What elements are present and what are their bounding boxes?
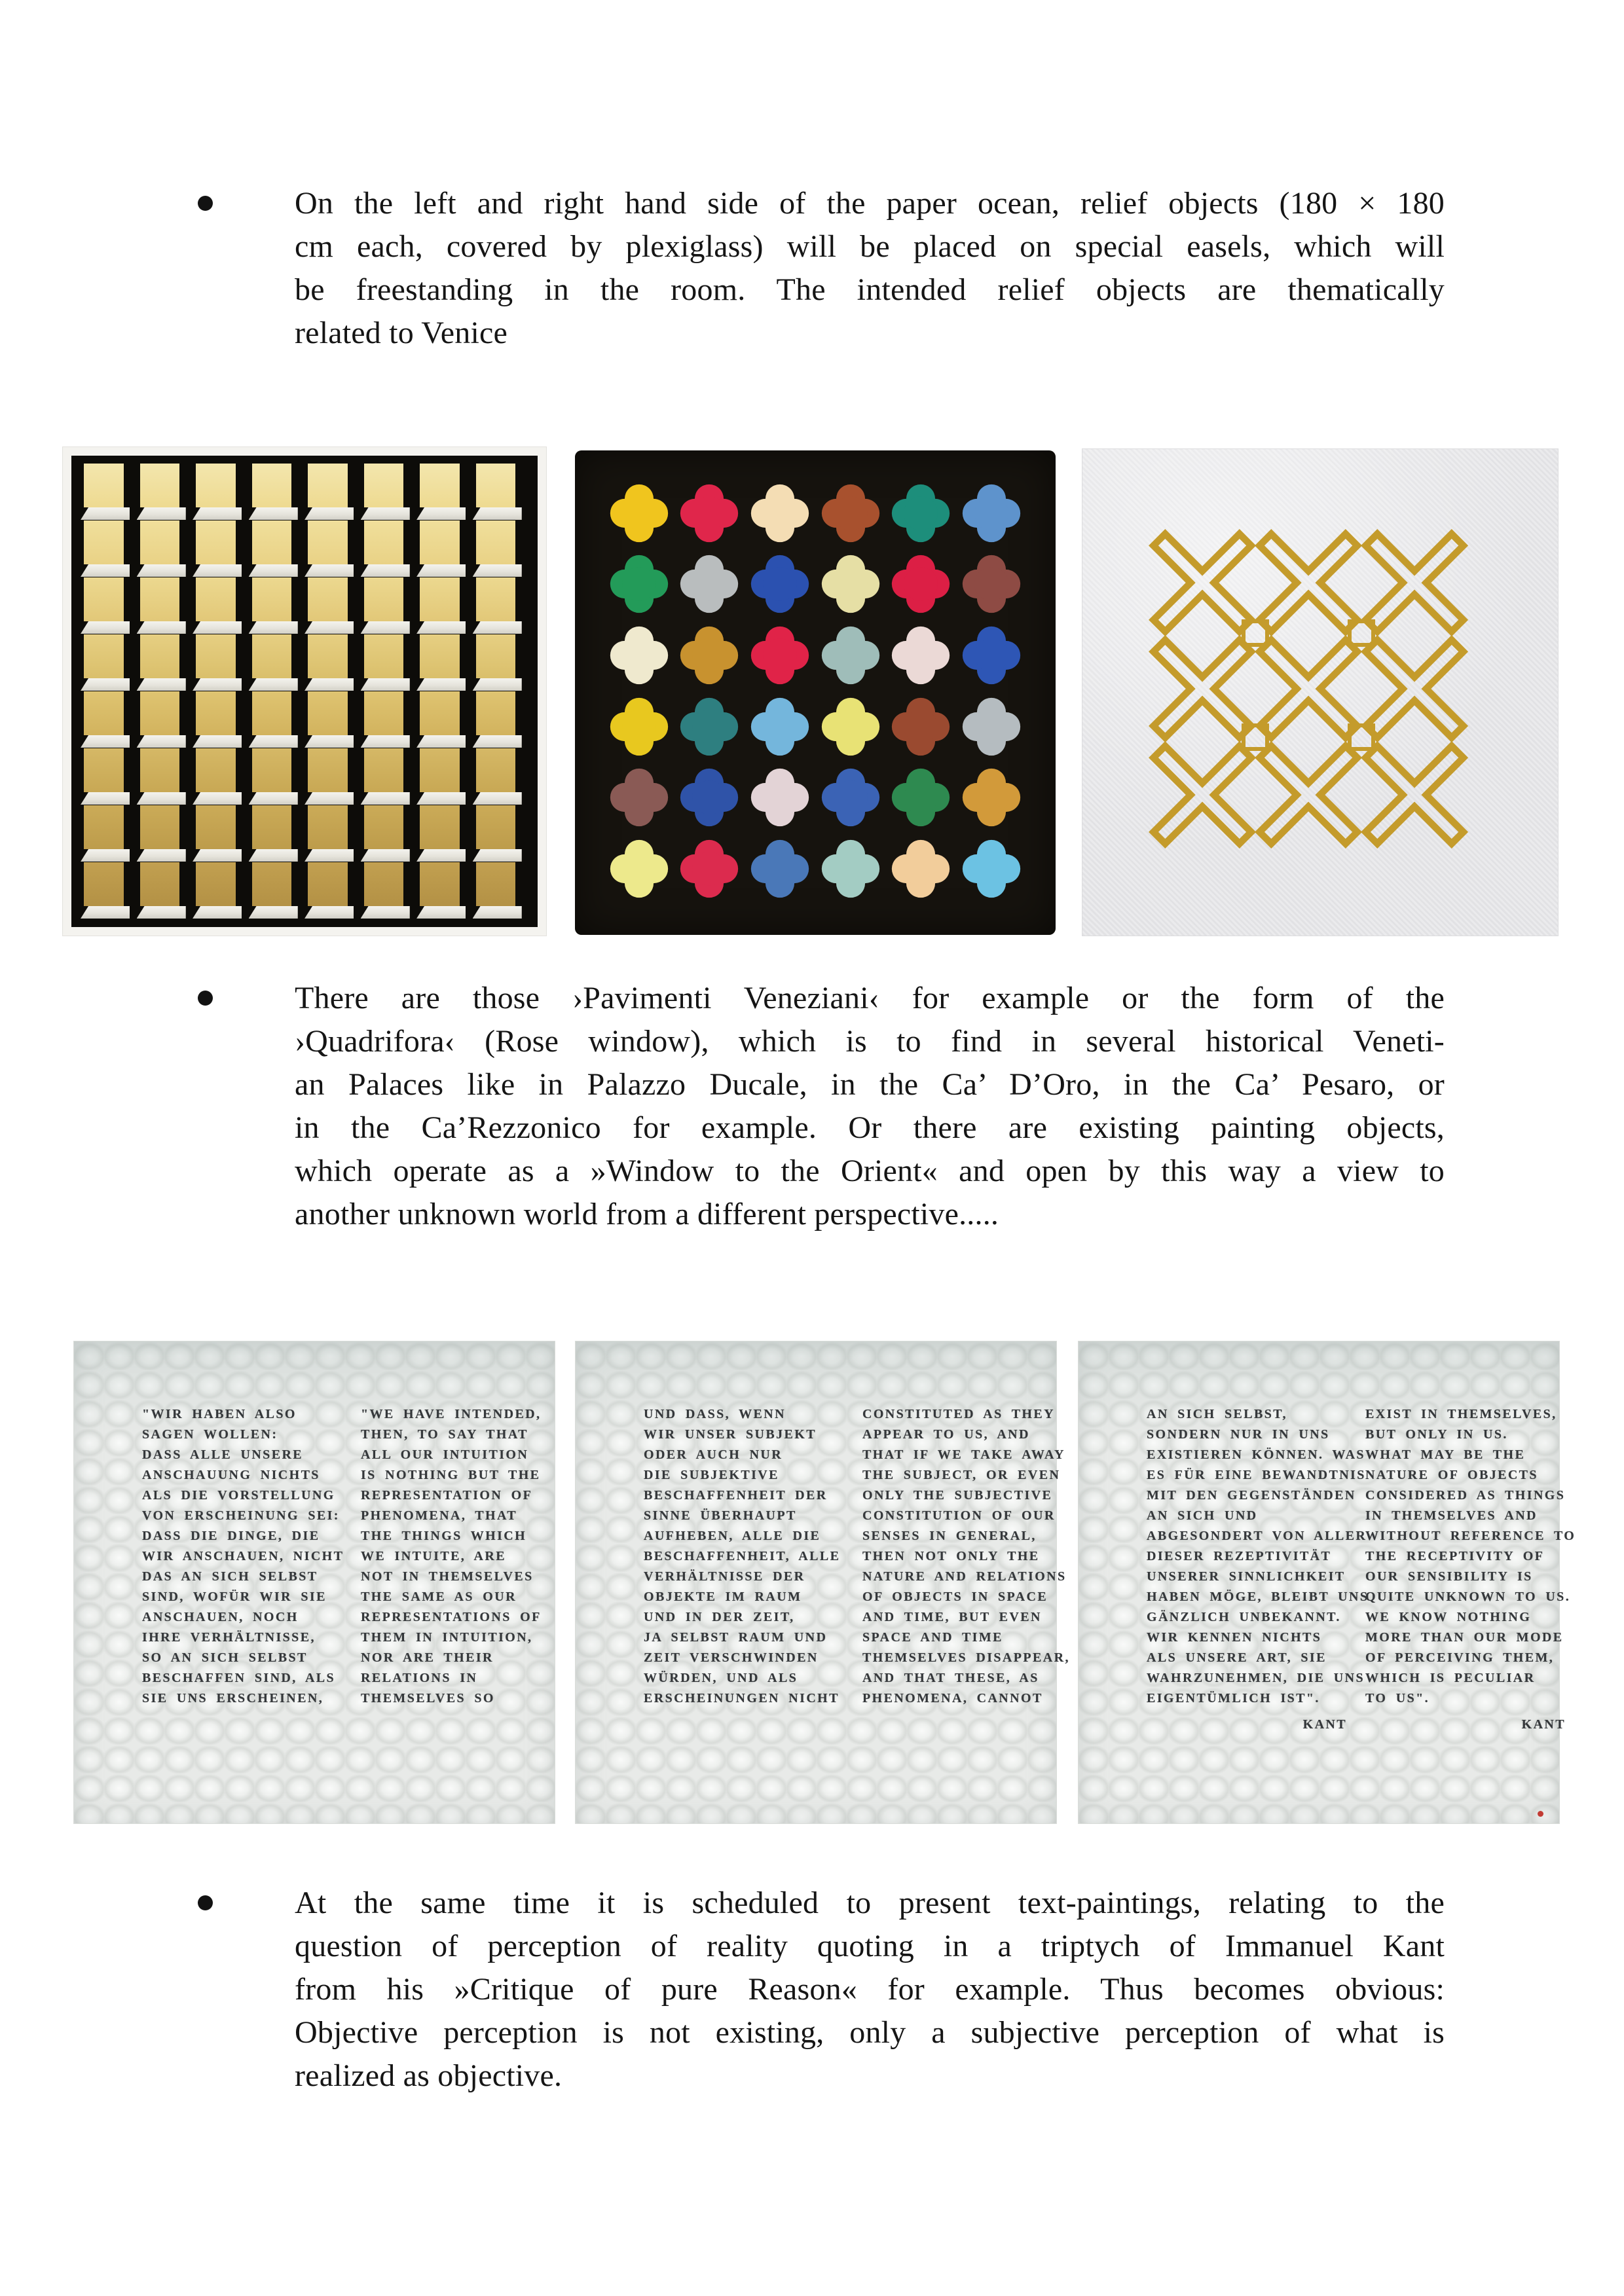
gold-cell [137, 520, 193, 577]
paragraph-text [295, 1882, 1445, 2098]
gold-cell [416, 464, 473, 520]
gold-cell [361, 577, 417, 634]
gold-cell [81, 520, 137, 577]
quatrefoil-shape [678, 553, 741, 619]
stencil-text-line: BESCHAFFENHEIT, ALLE [644, 1549, 841, 1563]
body-line: from his »Critique of pure Reason« for example. Thus becomes obvious: [295, 1972, 1445, 2007]
stencil-text-line: ANSCHAUEN, NOCH [142, 1610, 299, 1624]
kant-signature: KANT [1302, 1717, 1347, 1732]
stencil-text-line: "WIR HABEN ALSO [142, 1407, 297, 1421]
triptych-text-column [361, 1404, 570, 1709]
gold-cell [137, 862, 193, 919]
gold-cell [416, 691, 473, 748]
stencil-text-line: TO US". [1365, 1691, 1430, 1705]
body-line: in the Ca’Rezzonico for example. Or there are existing painting objects, [295, 1110, 1445, 1145]
gold-cell [473, 464, 529, 520]
stencil-text-line: MIT DEN GEGENSTÄNDEN [1147, 1488, 1356, 1503]
stencil-text-line: HABEN MÖGE, BLEIBT UNS [1147, 1590, 1369, 1604]
gold-cell [193, 520, 249, 577]
quatrefoil-shape [608, 695, 671, 761]
quatrefoil-shape [608, 624, 671, 690]
stencil-text-line: APPEAR TO US, AND [862, 1427, 1030, 1442]
gold-cell [473, 748, 529, 805]
gold-cell [416, 748, 473, 805]
gold-square-connector [1242, 723, 1269, 751]
gold-cell [473, 577, 529, 634]
red-dot-mark [1538, 1811, 1543, 1817]
stencil-text-line: THEMSELVES SO [361, 1691, 495, 1705]
stencil-text-line: IS NOTHING BUT THE [361, 1468, 541, 1482]
stencil-text-line: CONSIDERED AS THINGS [1365, 1488, 1566, 1503]
gold-x-shape [1255, 636, 1361, 742]
triptych-text-column [862, 1404, 1072, 1709]
gold-grid [71, 456, 538, 927]
gold-x-shape [1361, 530, 1467, 636]
triptych-panel-3 [1078, 1341, 1576, 1824]
gold-x-shape [1149, 636, 1255, 742]
gold-cell [416, 862, 473, 919]
gold-cell [249, 691, 305, 748]
triptych-panel-1 [73, 1341, 555, 1824]
body-line: On the left and right hand side of the paper ocean, relief objects (180 × 180 [295, 186, 1445, 221]
body-line: an Palaces like in Palazzo Ducale, in the Ca’ D’Oro, in the Ca’ Pesaro, or [295, 1067, 1445, 1102]
stencil-text-line: UNSERER SINNLICHKEIT [1147, 1569, 1346, 1584]
stencil-text-line: THEN, TO SAY THAT [361, 1427, 528, 1442]
gold-cell [304, 520, 361, 577]
quatrefoil-shape [748, 837, 811, 903]
stencil-text-line: WIR ANSCHAUEN, NICHT [142, 1549, 344, 1563]
stencil-text-line: AND TIME, BUT EVEN [862, 1610, 1042, 1624]
stencil-text-line: CONSTITUTION OF OUR [862, 1508, 1056, 1523]
stencil-text-line: OBJEKTE IM RAUM [644, 1590, 802, 1604]
gold-cell [361, 691, 417, 748]
triptych-text-column [1147, 1404, 1369, 1735]
body-line: related to Venice [295, 316, 508, 350]
stencil-text-line: VON ERSCHEINUNG SEI: [142, 1508, 340, 1523]
stencil-text-line: SENSES IN GENERAL, [862, 1529, 1037, 1543]
gold-cell [473, 862, 529, 919]
quatrefoil-shape [678, 624, 741, 690]
stencil-text-line: WÜRDEN, UND ALS [644, 1671, 798, 1685]
stencil-text-line: THEN NOT ONLY THE [862, 1549, 1040, 1563]
gold-cell [81, 805, 137, 862]
gold-cell [473, 691, 529, 748]
stencil-text-line: THEM IN INTUITION, [361, 1630, 533, 1645]
stencil-text-line: QUITE UNKNOWN TO US. [1365, 1590, 1571, 1604]
stencil-text-line: DAS AN SICH SELBST [142, 1569, 318, 1584]
body-line: cm each, covered by plexiglass) will be placed on special easels, which will [295, 229, 1445, 264]
quatrefoil-shape [678, 482, 741, 548]
quatrefoil-shape [889, 482, 952, 548]
stencil-text-line: NOR ARE THEIR [361, 1650, 494, 1665]
stencil-text-line: EXIST IN THEMSELVES, [1365, 1407, 1557, 1421]
stencil-text-line: ALL OUR INTUITION [361, 1448, 529, 1462]
stencil-text-line: AN SICH SELBST, [1147, 1407, 1287, 1421]
gold-cell [416, 520, 473, 577]
quatrefoil-shape [748, 553, 811, 619]
stencil-text-line: WITHOUT REFERENCE TO [1365, 1529, 1576, 1543]
gold-cell [81, 464, 137, 520]
triptych-text-column [142, 1404, 352, 1709]
stencil-text-line: ERSCHEINUNGEN NICHT [644, 1691, 840, 1705]
stencil-text-line: SO AN SICH SELBST [142, 1650, 308, 1665]
quatrefoil-shape [960, 482, 1023, 548]
stencil-text-line: ANSCHAUUNG NICHTS [142, 1468, 320, 1482]
gold-cell [193, 464, 249, 520]
gold-cell [249, 805, 305, 862]
stencil-text-line: BESCHAFFENHEIT DER [644, 1488, 828, 1503]
stencil-text-line: BESCHAFFEN SIND, ALS [142, 1671, 336, 1685]
stencil-text-line: UND DASS, WENN [644, 1407, 786, 1421]
stencil-text-line: SIE UNS ERSCHEINEN, [142, 1691, 324, 1705]
x-pattern-grid [1149, 530, 1467, 841]
gold-cell [361, 862, 417, 919]
stencil-text-line: DIESER REZEPTIVITÄT [1147, 1549, 1332, 1563]
gold-cell [249, 577, 305, 634]
quatrefoil-shape [748, 766, 811, 832]
stencil-text-line: WIR UNSER SUBJEKT [644, 1427, 817, 1442]
stencil-text-line: PHENOMENA, CANNOT [862, 1691, 1043, 1705]
quatrefoil-shape [819, 695, 882, 761]
gold-cell [304, 805, 361, 862]
stencil-text-line: EIGENTÜMLICH IST". [1147, 1691, 1320, 1705]
stencil-text-line: DASS ALLE UNSERE [142, 1448, 304, 1462]
gold-cell [416, 577, 473, 634]
quatrefoil-shape [889, 837, 952, 903]
gold-cell [249, 520, 305, 577]
gold-square-connector [1348, 723, 1375, 751]
bullet-icon [198, 1895, 213, 1910]
gold-cell [473, 634, 529, 691]
gold-cell [416, 634, 473, 691]
stencil-text-line: ABGESONDERT VON ALLER [1147, 1529, 1367, 1543]
triptych-panel-2 [575, 1341, 1070, 1824]
gold-x-shape [1361, 742, 1467, 848]
gold-cell [193, 577, 249, 634]
quatrefoil-shape [960, 553, 1023, 619]
stencil-text-line: OUR SENSIBILITY IS [1365, 1569, 1533, 1584]
gold-cell [81, 634, 137, 691]
artwork-clover-grid-relief [575, 450, 1056, 935]
stencil-text-line: THE SAME AS OUR [361, 1590, 517, 1604]
paragraph-text [295, 977, 1445, 1236]
quatrefoil-shape [748, 695, 811, 761]
quatrefoil-shape [960, 837, 1023, 903]
body-line: There are those ›Pavimenti Veneziani‹ for example or the form of the [295, 981, 1445, 1015]
stencil-text-line: SAGEN WOLLEN: [142, 1427, 278, 1442]
quatrefoil-shape [608, 482, 671, 548]
bullet-icon [198, 196, 213, 211]
quatrefoil-shape [960, 766, 1023, 832]
stencil-text-line: ZEIT VERSCHWINDEN [644, 1650, 819, 1665]
gold-x-shape [1149, 530, 1255, 636]
artwork-gold-x-relief [1082, 448, 1559, 936]
stencil-text-line: JA SELBST RAUM UND [644, 1630, 828, 1645]
quatrefoil-shape [889, 766, 952, 832]
stencil-text-line: WE KNOW NOTHING [1365, 1610, 1532, 1624]
stencil-text-line: REPRESENTATIONS OF [361, 1610, 542, 1624]
quatrefoil-shape [819, 553, 882, 619]
quatrefoil-shape [889, 553, 952, 619]
stencil-text-line: RELATIONS IN [361, 1671, 478, 1685]
quatrefoil-shape [960, 695, 1023, 761]
quatrefoil-shape [819, 624, 882, 690]
gold-cell [304, 464, 361, 520]
gold-cell [304, 577, 361, 634]
quatrefoil-shape [748, 482, 811, 548]
stencil-text-line: THE THINGS WHICH [361, 1529, 527, 1543]
stencil-text-line: ODER AUCH NUR [644, 1448, 783, 1462]
gold-cell [249, 862, 305, 919]
gold-cell [137, 634, 193, 691]
gold-cell [193, 748, 249, 805]
gold-square-connector [1242, 619, 1269, 647]
gold-cell [193, 691, 249, 748]
stencil-text-line: NATURE AND RELATIONS [862, 1569, 1067, 1584]
gold-cell [193, 862, 249, 919]
gold-cell [361, 805, 417, 862]
gold-cell [249, 464, 305, 520]
quatrefoil-shape [608, 766, 671, 832]
gold-cell [81, 577, 137, 634]
gold-square-connector [1348, 619, 1375, 647]
stencil-text-line: ALS UNSERE ART, SIE [1147, 1650, 1327, 1665]
quatrefoil-shape [678, 837, 741, 903]
stencil-text-line: REPRESENTATION OF [361, 1488, 533, 1503]
gold-cell [193, 634, 249, 691]
stencil-text-line: CONSTITUTED AS THEY [862, 1407, 1055, 1421]
gold-cell [249, 634, 305, 691]
gold-cell [137, 805, 193, 862]
gold-cell [473, 520, 529, 577]
stencil-text-line: SONDERN NUR IN UNS [1147, 1427, 1330, 1442]
stencil-text-line: IHRE VERHÄLTNISSE, [142, 1630, 316, 1645]
gold-cell [304, 634, 361, 691]
stencil-text-line: WE INTUITE, ARE [361, 1549, 506, 1563]
quatrefoil-shape [608, 837, 671, 903]
body-line: realized as objective. [295, 2058, 563, 2093]
quatrefoil-shape [819, 482, 882, 548]
gold-cell [416, 805, 473, 862]
gold-cell [361, 464, 417, 520]
stencil-text-line: NOT IN THEMSELVES [361, 1569, 534, 1584]
stencil-text-line: SPACE AND TIME [862, 1630, 1003, 1645]
stencil-text-line: BUT ONLY IN US. [1365, 1427, 1508, 1442]
gold-cell [473, 805, 529, 862]
body-line: Objective perception is not existing, only a subjective perception of what is [295, 2015, 1445, 2050]
gold-cell [249, 748, 305, 805]
gold-x-shape [1255, 742, 1361, 848]
quatrefoil-shape [960, 624, 1023, 690]
stencil-text-line: WAHRZUNEHMEN, DIE UNS [1147, 1671, 1365, 1685]
gold-cell [137, 464, 193, 520]
gold-cell [304, 862, 361, 919]
triptych-text-column [1365, 1404, 1575, 1735]
stencil-text-line: WHAT MAY BE THE [1365, 1448, 1526, 1462]
quatrefoil-shape [889, 695, 952, 761]
quatrefoil-shape [678, 766, 741, 832]
gold-cell [193, 805, 249, 862]
gold-cell [361, 748, 417, 805]
gold-cell [137, 577, 193, 634]
gold-cell [137, 748, 193, 805]
stencil-text-line: THEMSELVES DISAPPEAR, [862, 1650, 1070, 1665]
body-line: which operate as a »Window to the Orient« and open by this way a view to [295, 1154, 1445, 1188]
body-line: At the same time it is scheduled to present text-paintings, relating to the [295, 1886, 1445, 1920]
stencil-text-line: OF PERCEIVING THEM, [1365, 1650, 1555, 1665]
gold-cell [137, 691, 193, 748]
quatrefoil-shape [889, 624, 952, 690]
stencil-text-line: ES FÜR EINE BEWANDTNIS [1147, 1468, 1366, 1482]
stencil-text-line: OF OBJECTS IN SPACE [862, 1590, 1048, 1604]
body-line: question of perception of reality quoting in a triptych of Immanuel Kant [295, 1929, 1445, 1963]
gold-cell [361, 634, 417, 691]
stencil-text-line: "WE HAVE INTENDED, [361, 1407, 542, 1421]
body-line: another unknown world from a different perspective..... [295, 1197, 999, 1231]
paragraph-text [295, 182, 1445, 355]
stencil-text-line: DASS DIE DINGE, DIE [142, 1529, 320, 1543]
gold-cell [81, 862, 137, 919]
quatrefoil-shape [748, 624, 811, 690]
stencil-text-line: SINNE ÜBERHAUPT [644, 1508, 797, 1523]
stencil-text-line: IN THEMSELVES AND [1365, 1508, 1538, 1523]
stencil-text-line: ALS DIE VORSTELLUNG [142, 1488, 335, 1503]
stencil-text-line: VERHÄLTNISSE DER [644, 1569, 805, 1584]
bullet-icon [198, 991, 213, 1006]
gold-cell [304, 748, 361, 805]
gold-x-shape [1361, 636, 1467, 742]
gold-cell [81, 691, 137, 748]
stencil-text-line: THAT IF WE TAKE AWAY [862, 1448, 1065, 1462]
kant-signature: KANT [1521, 1717, 1566, 1732]
quatrefoil-shape [678, 695, 741, 761]
stencil-text-line: DIE SUBJEKTIVE [644, 1468, 779, 1482]
gold-x-shape [1255, 530, 1361, 636]
stencil-text-line: PHENOMENA, THAT [361, 1508, 518, 1523]
stencil-text-line: AN SICH UND [1147, 1508, 1258, 1523]
stencil-text-line: MORE THAN OUR MODE [1365, 1630, 1564, 1645]
quatrefoil-shape [819, 766, 882, 832]
quatrefoil-shape [819, 837, 882, 903]
body-line: ›Quadrifora‹ (Rose window), which is to find in several historical Veneti- [295, 1024, 1445, 1059]
body-line: be freestanding in the room. The intended relief objects are thematically [295, 272, 1445, 307]
stencil-text-line: WHICH IS PECULIAR [1365, 1671, 1536, 1685]
gold-cell [304, 691, 361, 748]
stencil-text-line: UND IN DER ZEIT, [644, 1610, 795, 1624]
stencil-text-line: GÄNZLICH UNBEKANNT. [1147, 1610, 1341, 1624]
stencil-text-line: WIR KENNEN NICHTS [1147, 1630, 1322, 1645]
stencil-text-line: NATURE OF OBJECTS [1365, 1468, 1538, 1482]
stencil-text-line: ONLY THE SUBJECTIVE [862, 1488, 1053, 1503]
stencil-text-line: AND THAT THESE, AS [862, 1671, 1039, 1685]
stencil-text-line: THE RECEPTIVITY OF [1365, 1549, 1545, 1563]
stencil-text-line: SIND, WOFÜR WIR SIE [142, 1590, 327, 1604]
gold-x-shape [1149, 742, 1255, 848]
stencil-text-line: EXISTIEREN KÖNNEN. WAS [1147, 1448, 1365, 1462]
stencil-text-line: AUFHEBEN, ALLE DIE [644, 1529, 821, 1543]
triptych-text-column [644, 1404, 853, 1709]
quatrefoil-shape [608, 553, 671, 619]
gold-cell [81, 748, 137, 805]
stencil-text-line: THE SUBJECT, OR EVEN [862, 1468, 1061, 1482]
artwork-gold-grid-relief [62, 446, 547, 936]
gold-cell [361, 520, 417, 577]
